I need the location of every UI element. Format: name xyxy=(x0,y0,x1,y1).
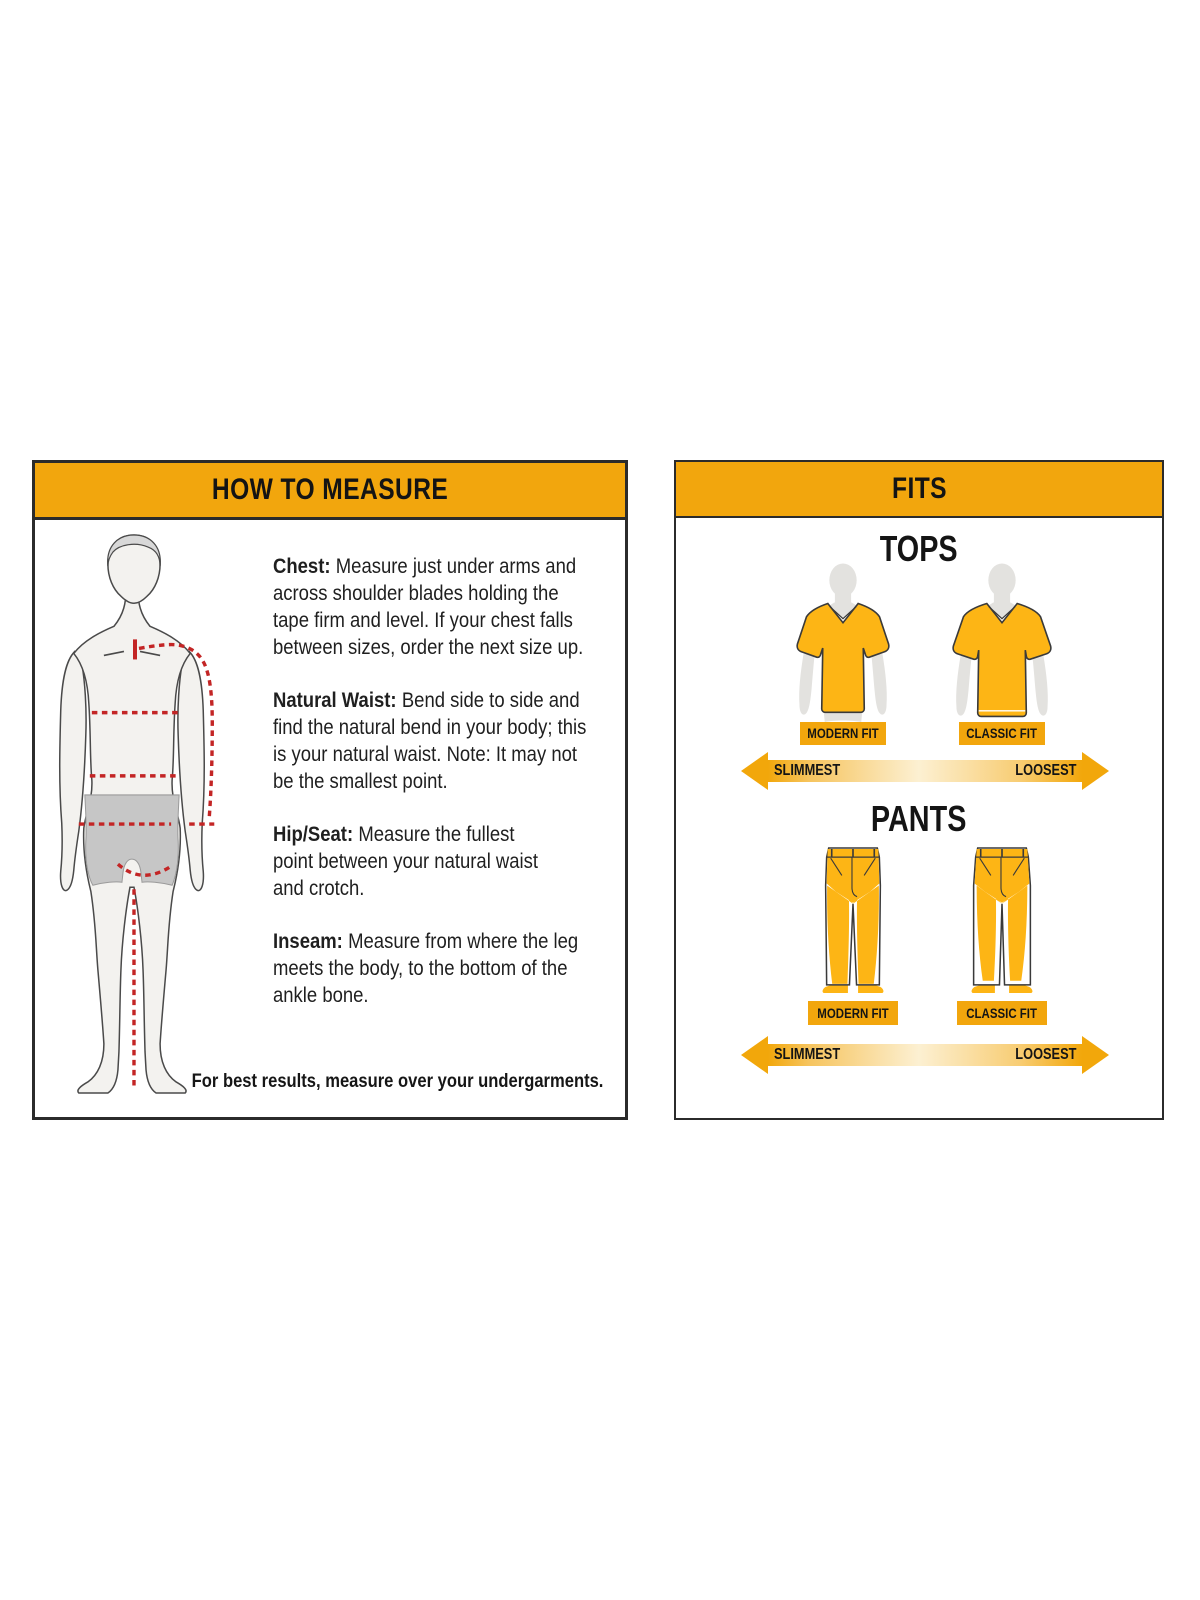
pants-modern-fit-svg xyxy=(817,845,889,997)
tshirt-classic-fit-svg xyxy=(946,563,1058,723)
badge-label: CLASSIC FIT xyxy=(966,1005,1038,1021)
arrow-right-icon xyxy=(1082,1036,1109,1074)
section-text: ankle bone. xyxy=(273,984,369,1007)
pants-modern-fit-badge xyxy=(808,1001,898,1025)
fits-panel xyxy=(674,460,1164,1120)
tops-fit-scale-arrow xyxy=(741,752,1109,790)
pants-fit-scale-arrow xyxy=(741,1036,1109,1074)
badge-label: MODERN FIT xyxy=(817,1005,889,1021)
pants-right-foot xyxy=(1009,985,1032,993)
silhouette-right-forearm xyxy=(871,654,886,714)
section-text: and crotch. xyxy=(273,877,365,900)
badge-label: MODERN FIT xyxy=(807,726,879,741)
fits-panel-title: FITS xyxy=(891,472,947,505)
tshirt-classic-fit-illustration xyxy=(946,563,1058,728)
arrow-left-icon xyxy=(741,1036,768,1074)
tops-classic-fit-badge xyxy=(959,722,1045,745)
section-text: Measure the fullest xyxy=(358,823,515,846)
slimmest-label: SLIMMEST xyxy=(774,1046,841,1063)
silhouette-left-forearm xyxy=(799,654,814,714)
measure-panel-header xyxy=(35,463,625,520)
fits-panel-header xyxy=(676,462,1162,518)
section-text: across shoulder blades holding the xyxy=(273,582,559,605)
measure-footnote: For best results, measure over your undergarments. xyxy=(191,1070,603,1092)
pants-left-foot xyxy=(823,985,848,993)
measure-section-hip-seat xyxy=(273,821,625,902)
silhouette-hips xyxy=(824,712,862,722)
body-measurement-figure xyxy=(55,532,217,1094)
section-label-natural-waist: Natural Waist: xyxy=(273,689,397,712)
section-text: find the natural bend in your body; this xyxy=(273,716,587,739)
section-label-inseam: Inseam: xyxy=(273,930,343,953)
measure-panel-body xyxy=(35,520,625,1117)
section-label-chest: Chest: xyxy=(273,555,331,578)
figure-left-arm xyxy=(60,651,86,890)
section-text: Measure from where the leg xyxy=(348,930,579,953)
badge-label: CLASSIC FIT xyxy=(966,726,1038,741)
section-text: meets the body, to the bottom of the xyxy=(273,957,568,980)
pants-section-title: PANTS xyxy=(871,798,967,839)
section-text: tape firm and level. If your chest falls xyxy=(273,609,573,632)
arrow-left-icon xyxy=(741,752,768,790)
tops-section-title: TOPS xyxy=(880,528,958,569)
section-text: Bend side to side and xyxy=(401,689,580,712)
fits-panel-body xyxy=(676,518,1162,1118)
section-text: between sizes, order the next size up. xyxy=(273,636,584,659)
measure-section-chest xyxy=(273,553,625,661)
slimmest-label: SLIMMEST xyxy=(774,762,841,779)
tshirt-modern-fit-illustration xyxy=(787,563,899,728)
arrow-gradient-body xyxy=(768,1044,1082,1066)
pants-modern-fit-illustration xyxy=(817,845,889,1002)
section-text: point between your natural waist xyxy=(273,850,539,873)
section-text: is your natural waist. Note: It may not xyxy=(273,743,578,766)
section-text: be the smallest point. xyxy=(273,770,448,793)
pants-classic-fit-illustration xyxy=(966,845,1038,1002)
silhouette-right-forearm xyxy=(1032,656,1047,716)
how-to-measure-panel xyxy=(32,460,628,1120)
pants-right-foot xyxy=(858,985,883,993)
silhouette-left-forearm xyxy=(956,656,971,716)
section-label-hip-seat: Hip/Seat: xyxy=(273,823,354,846)
loosest-label: LOOSEST xyxy=(1014,1046,1076,1063)
loosest-label: LOOSEST xyxy=(1014,762,1076,779)
measure-panel-title: HOW TO MEASURE xyxy=(211,473,449,506)
pants-left-foot xyxy=(972,985,995,993)
arrow-right-icon xyxy=(1082,752,1109,790)
measure-section-natural-waist xyxy=(273,687,625,795)
tshirt-modern-fit-svg xyxy=(787,563,899,723)
section-text: Measure just under arms and xyxy=(335,555,577,578)
figure-right-arm xyxy=(178,651,204,890)
measure-section-inseam xyxy=(273,928,625,1009)
pants-classic-fit-svg xyxy=(966,845,1038,997)
body-measurement-figure-svg xyxy=(55,532,217,1094)
measure-instructions xyxy=(273,553,625,1035)
tops-modern-fit-badge xyxy=(800,722,886,745)
arrow-gradient-body xyxy=(768,760,1082,782)
pants-classic-fit-badge xyxy=(957,1001,1047,1025)
